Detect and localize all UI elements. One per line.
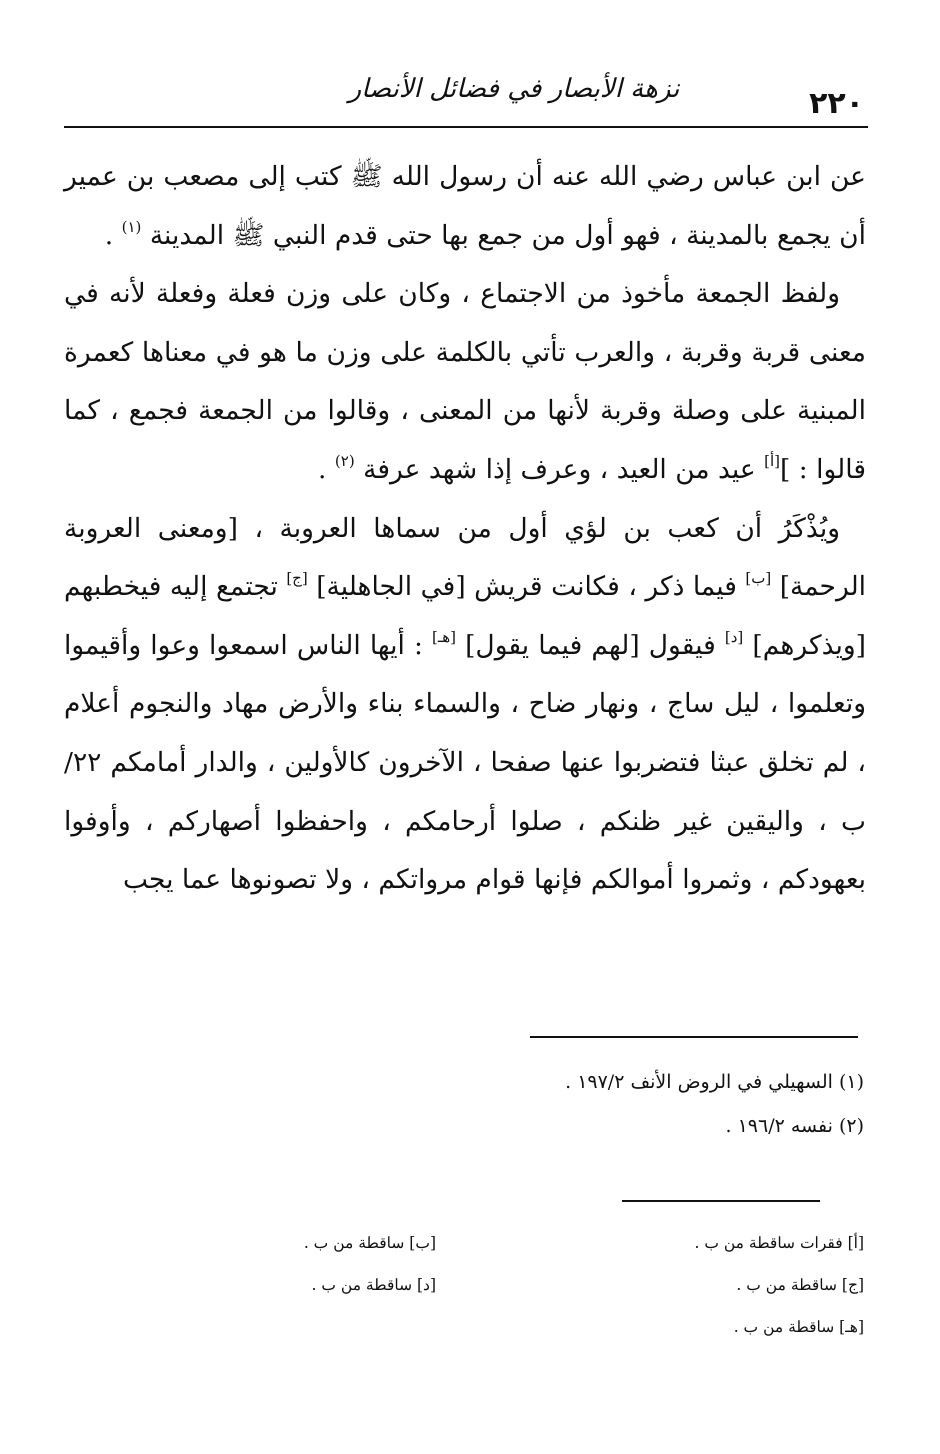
- variant-ref-e: [هـ]: [431, 627, 456, 646]
- paragraph-3-text-d: فيقول [لهم فيما يقول]: [456, 629, 725, 661]
- paragraph-1-text: عن ابن عباس رضي الله عنه أن رسول الله ﷺ كتب إلى مصعب بن عمير أن يجمع بالمدينة ، فهو أول من جمع بها حتى قدم النبي ﷺ المدينة: [64, 161, 866, 251]
- variant-ref-b: [ب]: [745, 569, 772, 588]
- footnote-ref-2: (٢): [334, 451, 355, 470]
- variant-note-a: [أ] فقرات ساقطة من ب .: [694, 1234, 864, 1252]
- paragraph-2: [64, 265, 866, 499]
- page-number: ٢٢٠: [809, 86, 864, 121]
- footnote-1: (١) السهيلي في الروض الأنف ١٩٧/٢ .: [565, 1071, 864, 1093]
- variants-separator: [622, 1200, 820, 1202]
- footnote-separator: [530, 1036, 858, 1038]
- footnotes: [64, 1060, 864, 1148]
- variant-note-d: [د] ساقطة من ب .: [311, 1276, 436, 1294]
- variant-note-c: [ج] ساقطة من ب .: [736, 1276, 864, 1294]
- manuscript-variants: [64, 1222, 864, 1348]
- variant-ref-d: [د]: [724, 627, 744, 646]
- paragraph-1-end: .: [104, 219, 122, 251]
- paragraph-3-text-b: فيما ذكر ، فكانت قريش [في الجاهلية]: [307, 571, 746, 603]
- paragraph-3-text-e: : أيها الناس اسمعوا وعوا وأقيموا وتعلموا ، ليل ساج ، ونهار ضاح ، والسماء بناء والأرض مهاد والنجوم أعلام ، لم تخلق عبثا فتضربوا عنها صفحا ، الآخرون كالأولين ، والدار أمامكم ٢٢/ب ، واليقين غير ظنكم ، صلوا أرحامكم ، واحفظوا أصهاركم ، وأوفوا بعهودكم ، وثمروا أموالكم فإنها قوام مرواتكم ، ولا تصونوها عما يجب: [64, 629, 866, 896]
- header-rule: [64, 126, 868, 128]
- variant-ref-a: [أ]: [764, 451, 781, 470]
- footnote-2: (٢) نفسه ١٩٦/٢ .: [725, 1115, 864, 1137]
- variant-note-b: [ب] ساقطة من ب .: [303, 1234, 436, 1252]
- page-header: [64, 62, 868, 128]
- variant-note-e: [هـ] ساقطة من ب .: [733, 1318, 864, 1336]
- paragraph-2-end: .: [318, 453, 335, 485]
- paragraph-2-mid: عيد من العيد ، وعرف إذا شهد عرفة: [354, 453, 765, 485]
- main-text: [64, 148, 866, 910]
- variant-ref-c: [ج]: [286, 569, 308, 588]
- paragraph-1: [64, 148, 866, 265]
- paragraph-2-text: ولفظ الجمعة مأخوذ من الاجتماع ، وكان على وزن فعلة وفعلة لأنه في معنى قربة وقربة ، والعرب تأتي بالكلمة على وزن ما هو في معناها كعمرة المبنية على وصلة وقربة لأنها من المعنى ، وقالوا من الجمعة فجمع ، كما قالوا : ]: [64, 278, 866, 485]
- footnote-ref-1: (١): [121, 217, 142, 236]
- paragraph-3-text-c: تجتمع إليه فيخطبهم [ويذكرهم]: [64, 571, 866, 661]
- book-title: نزهة الأبصار في فضائل الأنصار: [348, 74, 680, 104]
- paragraph-3-text-a: ويُذْكَرُ أن كعب بن لؤي أول من سماها العروبة ، [ومعنى العروبة الرحمة]: [64, 512, 866, 603]
- paragraph-3: [64, 500, 866, 910]
